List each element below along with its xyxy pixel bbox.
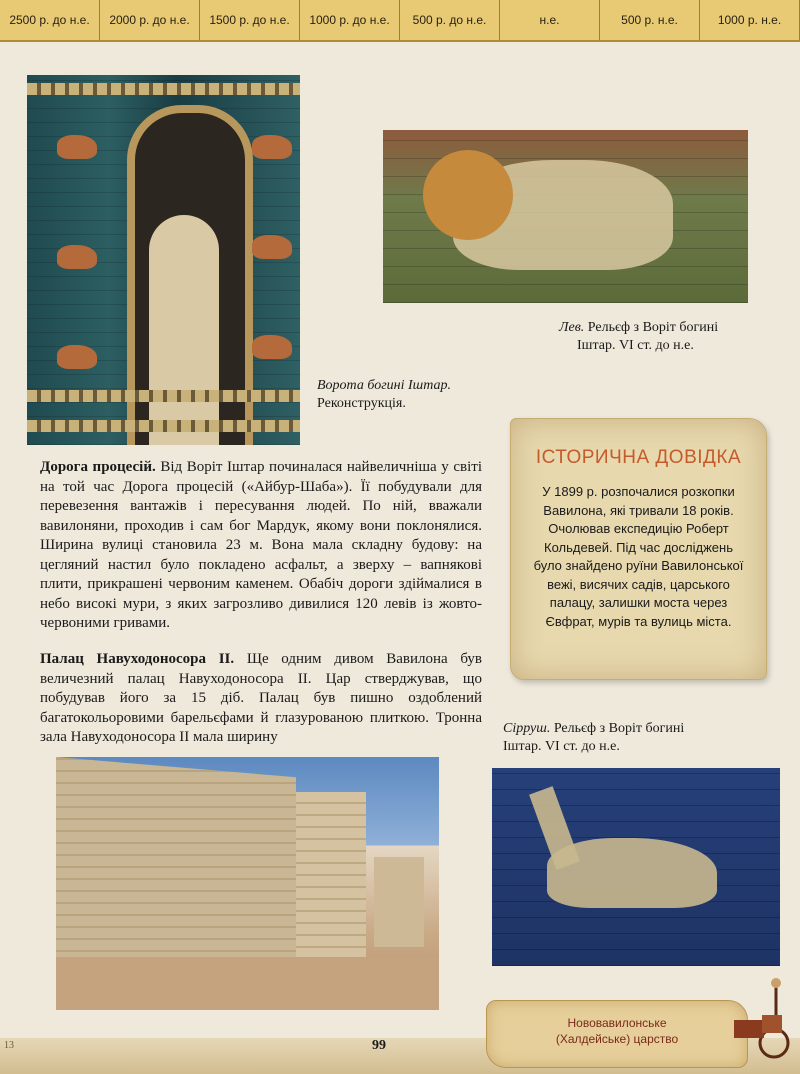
paragraph-text: Ще одним дивом Вавилона був величезний палац Навуходоносора ІІ. Цар стверджував, що побудував його за 15 діб. Палац був пишно оздоблений багатокольоровими барельєфами й глазурованою плиткою. Тронна зала Навуходоносора ІІ мала ширину bbox=[40, 651, 483, 745]
timeline-cell: 500 р. до н.е. bbox=[400, 0, 500, 40]
caption-text: Іштар. VI ст. до н.е. bbox=[577, 338, 694, 353]
era-scroll bbox=[486, 1000, 748, 1068]
timeline-cell: 500 р. н.е. bbox=[600, 0, 700, 40]
decorative-band bbox=[27, 390, 300, 402]
gate-caption bbox=[317, 377, 451, 413]
timeline-cell: 1500 р. до н.е. bbox=[200, 0, 300, 40]
era-label-line: (Халдейське) царство bbox=[555, 1032, 679, 1046]
aurochs-relief bbox=[57, 245, 97, 269]
aurochs-relief bbox=[252, 335, 292, 359]
timeline-cell: 2500 р. до н.е. bbox=[0, 0, 100, 40]
paragraph-procession-road bbox=[40, 458, 482, 634]
paragraph-text: Від Воріт Іштар починалася найвеличніша у світі на той час Дорога процесій («Айбур-Шаба»). Її побудували для перевезення вантажів і пересування людей. По ній, вважали вавилоняни, проходив і сам бог Мардук, якому вони поклонялися. Ширина вулиці становила 23 м. Вона мала складну будову: на цегляний настил було покладено асфальт, а зверху – вапнякові плити, прикрашені червоним каменем. Обабіч дороги здіймалися в небо високі мури, з яких загрозливо дивилися 120 левів із жовто-червоними гривами. bbox=[40, 459, 482, 631]
reference-title: ІСТОРИЧНА ДОВІДКА bbox=[535, 447, 742, 468]
caption-italic: Ворота богині Іштар. bbox=[317, 378, 451, 393]
historical-reference-box bbox=[510, 418, 767, 680]
gate-arch-opening bbox=[149, 215, 219, 445]
timeline-cell: 2000 р. до н.е. bbox=[100, 0, 200, 40]
aurochs-relief bbox=[57, 345, 97, 369]
timeline-cell: н.е. bbox=[500, 0, 600, 40]
timeline-bar bbox=[0, 0, 800, 42]
aurochs-relief bbox=[252, 235, 292, 259]
caption-italic: Лев. bbox=[559, 320, 585, 335]
lion-mane bbox=[423, 150, 513, 240]
decorative-band bbox=[27, 83, 300, 95]
era-label bbox=[487, 1015, 747, 1047]
lion-relief-photo bbox=[383, 130, 748, 303]
sirrush-figure bbox=[547, 838, 717, 908]
ground bbox=[56, 957, 439, 1010]
caption-text: Реконструкція. bbox=[317, 396, 406, 411]
edge-mark: 13 bbox=[4, 1040, 14, 1051]
aurochs-relief bbox=[57, 135, 97, 159]
caption-text: Рельєф з Воріт богині bbox=[584, 320, 719, 335]
decorative-band bbox=[27, 420, 300, 432]
timeline-cell: 1000 р. н.е. bbox=[700, 0, 800, 40]
caption-text: Рельєф з Воріт богині bbox=[550, 721, 685, 736]
ishtar-gate-photo bbox=[27, 75, 300, 445]
palace-walls-photo bbox=[56, 757, 439, 1010]
era-label-line: Нововавилонське bbox=[567, 1016, 667, 1030]
reference-text: У 1899 р. розпочалися розкопки Вавилона, які тривали 18 років. Очолював експедицію Роберт Кольдевей. Під час досліджень було знайдено руїни Вавилонської вежі, висячих садів, царського палацу, залишки моста через Євфрат, мурів та вулиць міста. bbox=[533, 484, 744, 629]
lion-caption bbox=[559, 319, 718, 355]
caption-italic: Сірруш. bbox=[503, 721, 551, 736]
paragraph-palace bbox=[40, 650, 482, 748]
paragraph-heading: Палац Навуходоносора ІІ. bbox=[40, 651, 235, 667]
sirrush-caption bbox=[503, 720, 684, 756]
sirrush-relief-photo bbox=[492, 768, 780, 966]
wall-tower bbox=[296, 792, 366, 982]
distant-wall bbox=[374, 857, 424, 947]
caption-text: Іштар. VI ст. до н.е. bbox=[503, 739, 620, 754]
timeline-cell: 1000 р. до н.е. bbox=[300, 0, 400, 40]
chariot-icon bbox=[726, 975, 796, 1060]
page-number: 99 bbox=[372, 1038, 386, 1053]
aurochs-relief bbox=[252, 135, 292, 159]
paragraph-heading: Дорога процесій. bbox=[40, 459, 156, 475]
